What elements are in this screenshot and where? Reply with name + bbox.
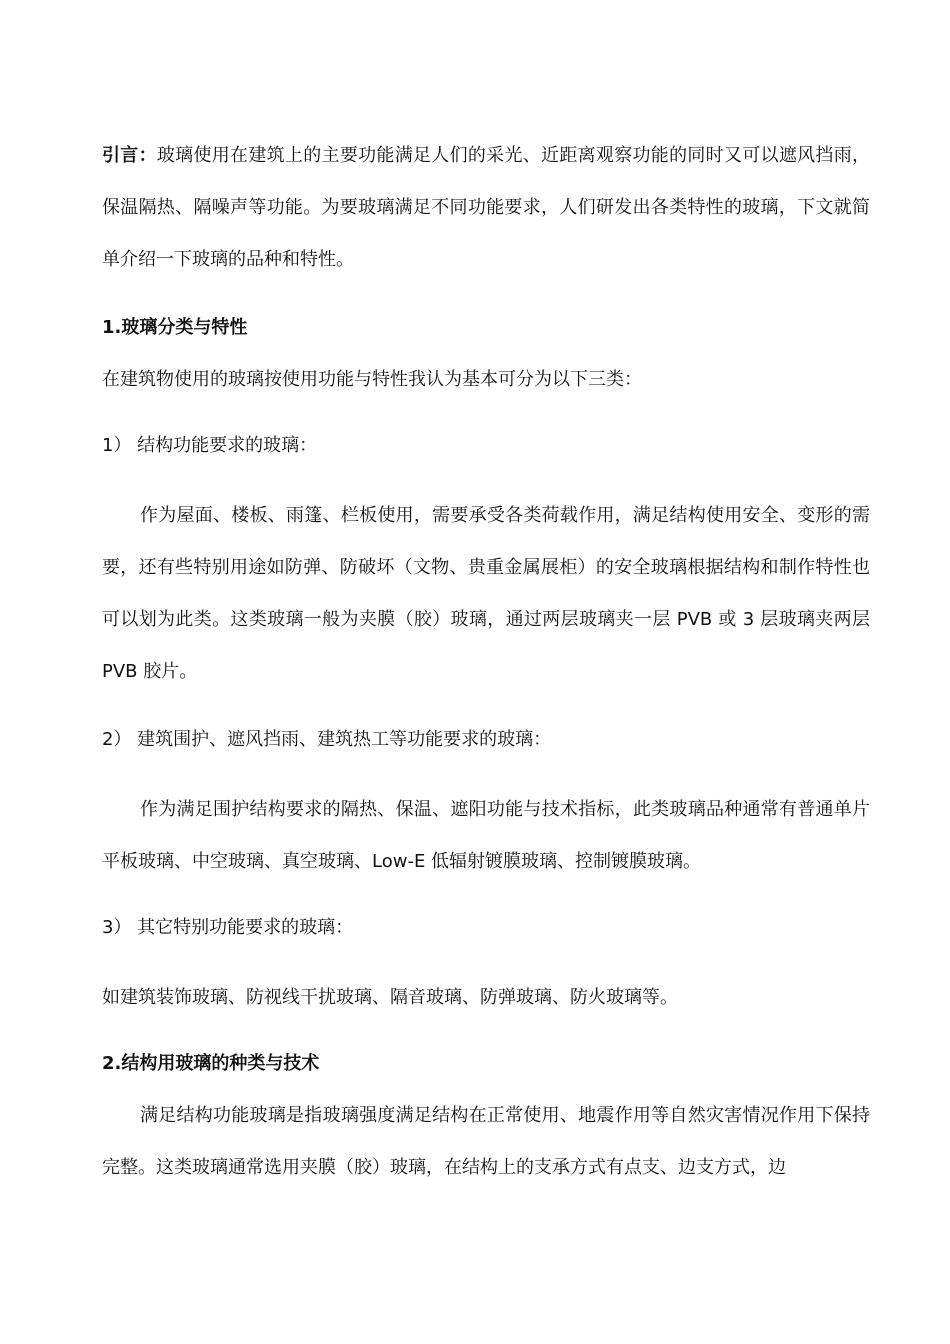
section1-heading: 1.玻璃分类与特性	[102, 317, 248, 338]
intro-label: 引言：	[102, 145, 157, 166]
section1-item3-title: 3） 其它特别功能要求的玻璃：	[102, 917, 354, 938]
section1-intro: 在建筑物使用的玻璃按使用功能与特性我认为基本可分为以下三类：	[102, 369, 642, 390]
section2-body: 满足结构功能玻璃是指玻璃强度满足结构在正常使用、地震作用等自然灾害情况作用下保持完整。这类玻璃通常选用夹膜（胶）玻璃，在结构上的支承方式有点支、边支方式，边	[102, 1105, 870, 1178]
section1-item2-title: 2） 建筑围护、遮风挡雨、建筑热工等功能要求的玻璃：	[102, 729, 552, 750]
intro-paragraph	[102, 130, 870, 286]
section2-heading: 2.结构用玻璃的种类与技术	[102, 1053, 320, 1074]
section1-item2-body: 作为满足围护结构要求的隔热、保温、遮阳功能与技术指标，此类玻璃品种通常有普通单片平板玻璃、中空玻璃、真空玻璃、Low-E 低辐射镀膜玻璃、控制镀膜玻璃。	[102, 799, 870, 872]
intro-text: 玻璃使用在建筑上的主要功能满足人们的采光、近距离观察功能的同时又可以遮风挡雨，保温隔热、隔噪声等功能。为要玻璃满足不同功能要求，人们研发出各类特性的玻璃，下文就简单介绍一下玻璃的品种和特性。	[102, 145, 871, 270]
section1-item1-body: 作为屋面、楼板、雨篷、栏板使用，需要承受各类荷载作用，满足结构使用安全、变形的需要，还有些特别用途如防弹、防破坏（文物、贵重金属展柜）的安全玻璃根据结构和制作特性也可以划为此类。这类玻璃一般为夹膜（胶）玻璃，通过两层玻璃夹一层 PVB 或 3 层玻璃夹两层 PVB 胶片。	[102, 505, 870, 682]
section1-item1-title: 1） 结构功能要求的玻璃：	[102, 435, 318, 456]
section1-item3-body: 如建筑装饰玻璃、防视线干扰玻璃、隔音玻璃、防弹玻璃、防火玻璃等。	[102, 987, 678, 1008]
document-page	[102, 130, 870, 1194]
